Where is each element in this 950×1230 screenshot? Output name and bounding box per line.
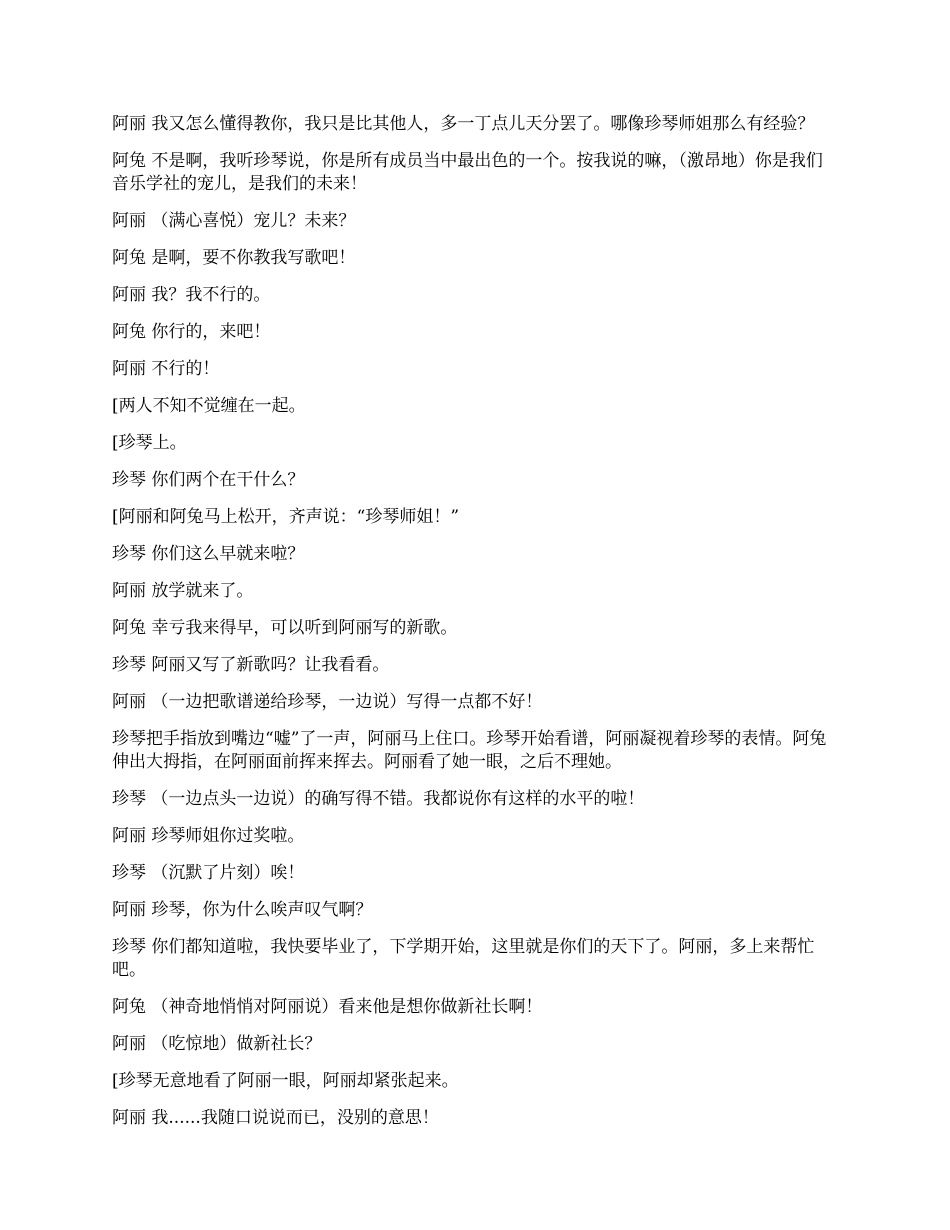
document-page xyxy=(112,113,834,1144)
paragraph-3: 阿丽 （满心喜悦）宠儿？未来？ xyxy=(112,211,356,231)
paragraph-1: 阿丽 我又怎么懂得教你，我只是比其他人，多一丁点儿天分罢了。哪像珍琴师姐那么有经验？ xyxy=(112,114,815,134)
paragraph-14: 阿兔 幸亏我来得早，可以听到阿丽写的新歌。 xyxy=(112,618,458,638)
stage-direction-1: [两人不知不觉缠在一起。 xyxy=(112,396,306,416)
paragraph-15: 珍琴 阿丽又写了新歌吗？让我看看。 xyxy=(112,655,390,675)
paragraph-26: 阿丽 我......我随口说说而已，没别的意思！ xyxy=(112,1108,439,1128)
paragraph-19: 阿丽 珍琴师姐你过奖啦。 xyxy=(112,826,305,846)
stage-direction-3: [阿丽和阿兔马上松开，齐声说：“珍琴师姐！” xyxy=(112,507,460,527)
paragraph-22: 珍琴 你们都知道啦，我快要毕业了，下学期开始，这里就是你们的天下了。阿丽，多上来帮忙吧。 xyxy=(112,937,815,980)
paragraph-7: 阿丽 不行的！ xyxy=(112,359,220,379)
paragraph-21: 阿丽 珍琴，你为什么唉声叹气啊？ xyxy=(112,900,373,920)
paragraph-23: 阿兔 （神奇地悄悄对阿丽说）看来他是想你做新社长啊！ xyxy=(112,997,543,1017)
paragraph-24: 阿丽 （吃惊地）做新社长？ xyxy=(112,1034,322,1054)
paragraph-16: 阿丽 （一边把歌谱递给珍琴，一边说）写得一点都不好！ xyxy=(112,692,543,712)
paragraph-5: 阿丽 我？我不行的。 xyxy=(112,285,271,305)
paragraph-12: 珍琴 你们这么早就来啦？ xyxy=(112,544,305,564)
paragraph-10: 珍琴 你们两个在干什么？ xyxy=(112,470,305,490)
paragraph-4: 阿兔 是啊，要不你教我写歌吧！ xyxy=(112,248,356,268)
paragraph-18: 珍琴 （一边点头一边说）的确写得不错。我都说你有这样的水平的啦！ xyxy=(112,789,645,809)
paragraph-13: 阿丽 放学就来了。 xyxy=(112,581,254,601)
paragraph-2: 阿兔 不是啊，我听珍琴说，你是所有成员当中最出色的一个。按我说的嘛，（激昂地）你是我们音乐学社的宠儿，是我们的未来！ xyxy=(112,151,823,194)
paragraph-20: 珍琴 （沉默了片刻）唉！ xyxy=(112,863,305,883)
stage-direction-2: [珍琴上。 xyxy=(112,433,187,453)
paragraph-6: 阿兔 你行的，来吧！ xyxy=(112,322,271,342)
paragraph-17: 珍琴把手指放到嘴边“嘘”了一声，阿丽马上住口。珍琴开始看谱，阿丽凝视着珍琴的表情。阿兔伸出大拇指，在阿丽面前挥来挥去。阿丽看了她一眼，之后不理她。 xyxy=(112,729,827,772)
stage-direction-4: [珍琴无意地看了阿丽一眼，阿丽却紧张起来。 xyxy=(112,1071,459,1091)
